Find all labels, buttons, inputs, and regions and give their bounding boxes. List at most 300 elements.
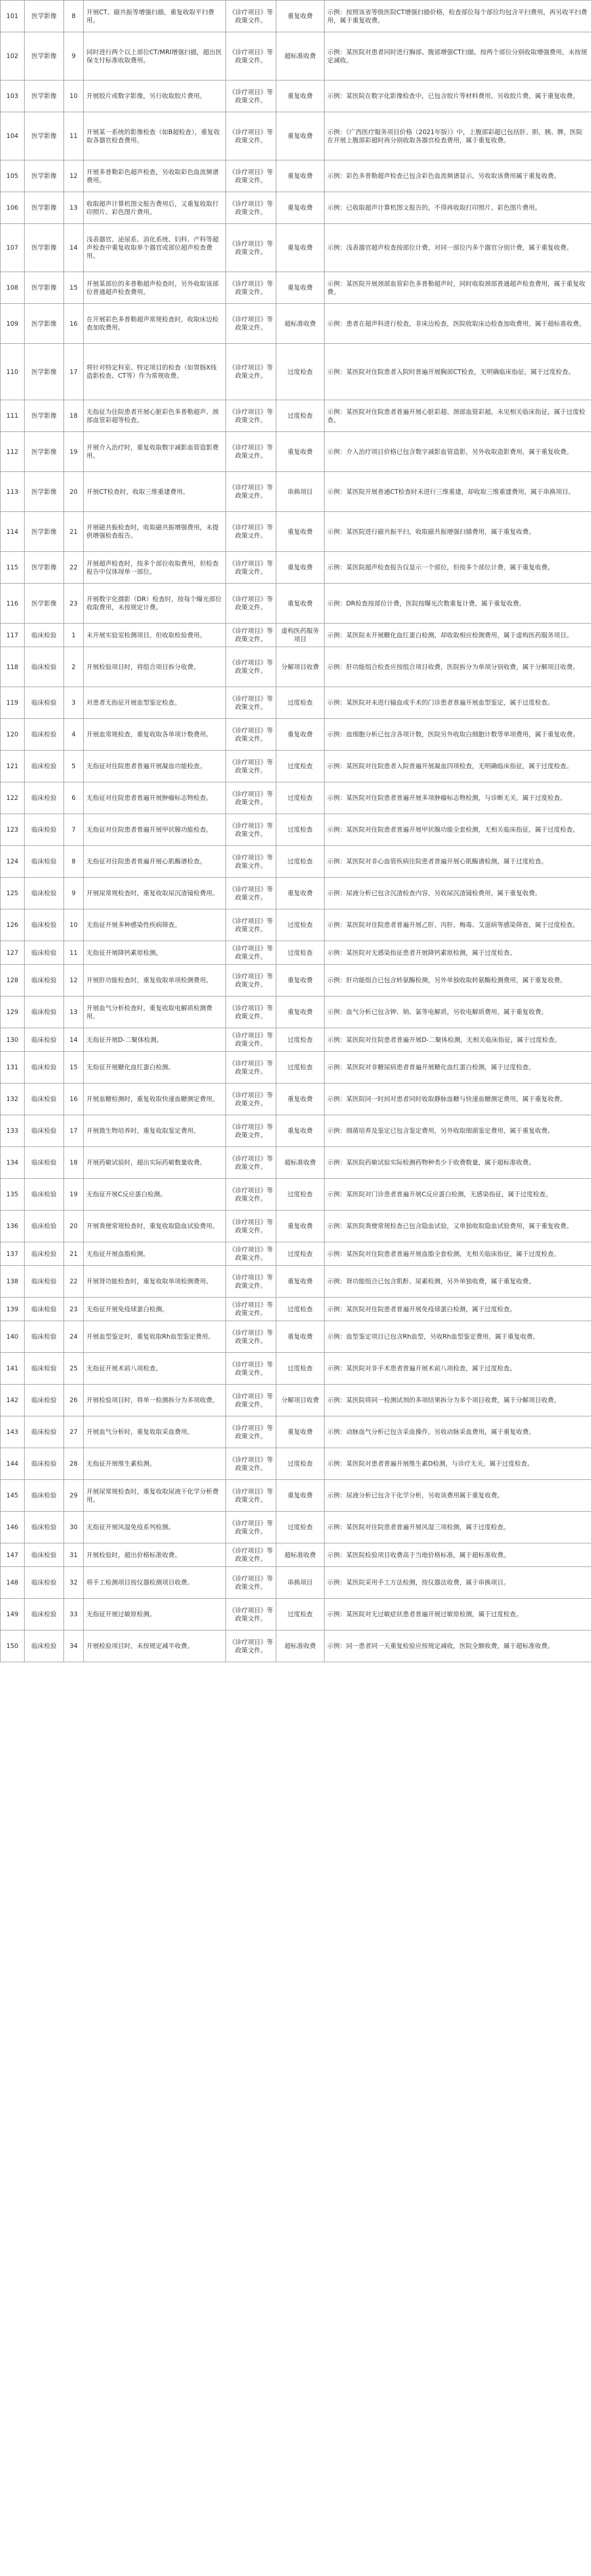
basis-cell: 《诊疗项目》等政策文件。 (226, 782, 276, 814)
row-number: 146 (1, 1512, 25, 1543)
violation-type-cell: 过度检查 (276, 344, 325, 400)
table-body (1, 1, 591, 1662)
sub-number: 8 (64, 1, 84, 32)
basis-cell: 《诊疗项目》等政策文件。 (226, 512, 276, 552)
table-row (1, 719, 591, 751)
sub-number: 20 (64, 1211, 84, 1242)
description-cell: 开展检验项目时，将单一检测拆分为多项收费。 (84, 1385, 226, 1416)
basis-cell: 《诊疗项目》等政策文件。 (226, 878, 276, 909)
table-row (1, 1, 591, 32)
table-row (1, 846, 591, 878)
description-cell: 在开展彩色多普勒超声常规检查时，收取床边检查加收费用。 (84, 304, 226, 344)
example-cell: 示例：肝功能组合已包含转氨酶检测，另外单独收取转氨酶检测费用，属于重复收费。 (325, 965, 591, 996)
table-row (1, 965, 591, 996)
category-cell: 临床检验 (25, 941, 64, 965)
row-number: 150 (1, 1630, 25, 1662)
table-row (1, 1298, 591, 1321)
category-cell: 医学影像 (25, 400, 64, 432)
description-cell: 开展多普勒彩色超声检查，另收取彩色血流频谱费用。 (84, 160, 226, 192)
table-row (1, 344, 591, 400)
example-cell: 示例：血型鉴定项目已包含Rh血型，另收Rh血型鉴定费用，属于重复收费。 (325, 1321, 591, 1353)
example-cell: 示例：某医院对门诊患者普遍开展C反应蛋白检测，无感染指征，属于过度检查。 (325, 1179, 591, 1211)
category-cell: 临床检验 (25, 782, 64, 814)
description-cell: 无指征开展降钙素原检测。 (84, 941, 226, 965)
sub-number: 14 (64, 1028, 84, 1052)
table-row (1, 1480, 591, 1512)
violation-type-cell: 串换项目 (276, 472, 325, 512)
table-row (1, 224, 591, 272)
violation-type-cell: 重复收费 (276, 719, 325, 751)
example-cell: 示例：某医院将同一检测试剂的多项结果拆分为多个项目收费，属于分解项目收费。 (325, 1385, 591, 1416)
category-cell: 临床检验 (25, 687, 64, 719)
basis-cell: 《诊疗项目》等政策文件。 (226, 1084, 276, 1115)
description-cell: 开展血气分析检查时，重复收取电解质检测费用。 (84, 996, 226, 1028)
description-cell: 开展血常规检查，重复收取各单项计数费用。 (84, 719, 226, 751)
table-row (1, 1416, 591, 1448)
sub-number: 10 (64, 909, 84, 941)
category-cell: 医学影像 (25, 224, 64, 272)
example-cell: 示例：某医院采用手工方法检测，按仪器法收费，属于串换项目。 (325, 1567, 591, 1599)
row-number: 113 (1, 472, 25, 512)
violation-type-cell: 超标准收费 (276, 1630, 325, 1662)
example-cell: 示例：肝功能组合检查应按组合项目收费，医院拆分为单项分别收费，属于分解项目收费。 (325, 647, 591, 687)
example-cell: 示例：某医院药敏试验实际检测药物种类少于收费数量，属于超标准收费。 (325, 1147, 591, 1179)
basis-cell: 《诊疗项目》等政策文件。 (226, 647, 276, 687)
example-cell: 示例：某医院对住院患者普遍开展风湿三项检测，属于过度检查。 (325, 1512, 591, 1543)
description-cell: 无指征开展免疫球蛋白检测。 (84, 1298, 226, 1321)
basis-cell: 《诊疗项目》等政策文件。 (226, 719, 276, 751)
category-cell: 临床检验 (25, 1448, 64, 1480)
sub-number: 15 (64, 272, 84, 304)
description-cell: 无指征开展血脂检测。 (84, 1242, 226, 1266)
row-number: 143 (1, 1416, 25, 1448)
basis-cell: 《诊疗项目》等政策文件。 (226, 1028, 276, 1052)
basis-cell: 《诊疗项目》等政策文件。 (226, 192, 276, 224)
sub-number: 13 (64, 192, 84, 224)
violation-type-cell: 重复收费 (276, 80, 325, 112)
description-cell: 开展尿常规检查时，重复收取尿液干化学分析费用。 (84, 1480, 226, 1512)
row-number: 149 (1, 1599, 25, 1630)
row-number: 107 (1, 224, 25, 272)
example-cell: 示例：同一患者同一天重复检验应按规定减收，医院全额收费，属于超标准收费。 (325, 1630, 591, 1662)
basis-cell: 《诊疗项目》等政策文件。 (226, 400, 276, 432)
sub-number: 11 (64, 941, 84, 965)
table-row (1, 512, 591, 552)
description-cell: 无指征为住院患者开展心脏彩色多普勒超声、颈部血管彩超等检查。 (84, 400, 226, 432)
row-number: 135 (1, 1179, 25, 1211)
table-row (1, 814, 591, 846)
category-cell: 医学影像 (25, 552, 64, 584)
violation-type-cell: 重复收费 (276, 224, 325, 272)
category-cell: 医学影像 (25, 344, 64, 400)
example-cell: 示例：某医院对住院患者入院普遍开展凝血四项检查，无明确临床指征，属于过度检查。 (325, 751, 591, 782)
description-cell: 开展血糖检测时，重复收取快速血糖测定费用。 (84, 1084, 226, 1115)
table-row (1, 1385, 591, 1416)
description-cell: 开展CT检查时，收取三维重建费用。 (84, 472, 226, 512)
table-row (1, 878, 591, 909)
basis-cell: 《诊疗项目》等政策文件。 (226, 1543, 276, 1567)
category-cell: 临床检验 (25, 1599, 64, 1630)
sub-number: 23 (64, 584, 84, 624)
basis-cell: 《诊疗项目》等政策文件。 (226, 1, 276, 32)
category-cell: 临床检验 (25, 1084, 64, 1115)
category-cell: 临床检验 (25, 1147, 64, 1179)
sub-number: 8 (64, 846, 84, 878)
example-cell: 示例：某医院对未进行输血或手术的门诊患者普遍开展血型鉴定，属于过度检查。 (325, 687, 591, 719)
row-number: 111 (1, 400, 25, 432)
row-number: 138 (1, 1266, 25, 1298)
description-cell: 开展药敏试验时，超出实际药敏数量收费。 (84, 1147, 226, 1179)
row-number: 114 (1, 512, 25, 552)
category-cell: 临床检验 (25, 878, 64, 909)
sub-number: 24 (64, 1321, 84, 1353)
example-cell: 示例：某医院同一时间对患者同时收取静脉血糖与快速血糖测定费用，属于重复收费。 (325, 1084, 591, 1115)
category-cell: 医学影像 (25, 272, 64, 304)
violation-type-cell: 重复收费 (276, 160, 325, 192)
category-cell: 临床检验 (25, 1353, 64, 1385)
category-cell: 临床检验 (25, 1052, 64, 1084)
row-number: 122 (1, 782, 25, 814)
description-cell: 将手工检测项目按仪器检测项目收费。 (84, 1567, 226, 1599)
basis-cell: 《诊疗项目》等政策文件。 (226, 1266, 276, 1298)
category-cell: 临床检验 (25, 1242, 64, 1266)
example-cell: 示例：某医院超声检查报告仅显示一个部位，但按多个部位计费，属于重复收费。 (325, 552, 591, 584)
basis-cell: 《诊疗项目》等政策文件。 (226, 1147, 276, 1179)
category-cell: 医学影像 (25, 192, 64, 224)
basis-cell: 《诊疗项目》等政策文件。 (226, 624, 276, 647)
sub-number: 21 (64, 512, 84, 552)
violation-type-cell: 过度检查 (276, 846, 325, 878)
description-cell: 无指征对住院患者普遍开展甲状腺功能检查。 (84, 814, 226, 846)
basis-cell: 《诊疗项目》等政策文件。 (226, 1567, 276, 1599)
row-number: 110 (1, 344, 25, 400)
row-number: 142 (1, 1385, 25, 1416)
description-cell: 开展胶片或数字影像，另行收取胶片费用。 (84, 80, 226, 112)
violation-type-cell: 过度检查 (276, 1353, 325, 1385)
table-row (1, 1084, 591, 1115)
row-number: 132 (1, 1084, 25, 1115)
category-cell: 临床检验 (25, 814, 64, 846)
row-number: 140 (1, 1321, 25, 1353)
sub-number: 9 (64, 32, 84, 80)
table-row (1, 624, 591, 647)
description-cell: 收取超声计算机图文报告费用后，又重复收取打印照片、彩色图片费用。 (84, 192, 226, 224)
sub-number: 10 (64, 80, 84, 112)
violation-type-cell: 过度检查 (276, 1298, 325, 1321)
sub-number: 1 (64, 624, 84, 647)
basis-cell: 《诊疗项目》等政策文件。 (226, 224, 276, 272)
category-cell: 临床检验 (25, 647, 64, 687)
sub-number: 19 (64, 1179, 84, 1211)
violation-type-cell: 过度检查 (276, 814, 325, 846)
description-cell: 开展检验项目时，将组合项目拆分收费。 (84, 647, 226, 687)
basis-cell: 《诊疗项目》等政策文件。 (226, 996, 276, 1028)
basis-cell: 《诊疗项目》等政策文件。 (226, 1512, 276, 1543)
table-row (1, 192, 591, 224)
description-cell: 无指征对住院患者普遍开展心肌酶谱检查。 (84, 846, 226, 878)
table-row (1, 1630, 591, 1662)
description-cell: 无指征开展过敏原检测。 (84, 1599, 226, 1630)
violation-type-cell: 过度检查 (276, 941, 325, 965)
sub-number: 17 (64, 1115, 84, 1147)
sub-number: 27 (64, 1416, 84, 1448)
description-cell: 浅表器官、泌尿系、消化系统、妇科、产科等超声检查中重复收取单个器官或部位超声检查费用。 (84, 224, 226, 272)
basis-cell: 《诊疗项目》等政策文件。 (226, 909, 276, 941)
row-number: 120 (1, 719, 25, 751)
basis-cell: 《诊疗项目》等政策文件。 (226, 1630, 276, 1662)
row-number: 130 (1, 1028, 25, 1052)
row-number: 127 (1, 941, 25, 965)
violation-type-cell: 重复收费 (276, 552, 325, 584)
category-cell: 临床检验 (25, 909, 64, 941)
example-cell: 示例：某医院对住院患者普遍开展血脂全套检测，无相关临床指征，属于过度检查。 (325, 1242, 591, 1266)
table-row (1, 1543, 591, 1567)
violation-type-cell: 超标准收费 (276, 32, 325, 80)
row-number: 103 (1, 80, 25, 112)
example-cell: 示例：某医院开展普通CT检查时未进行三维重建，却收取三维重建费用，属于串换项目。 (325, 472, 591, 512)
sub-number: 19 (64, 432, 84, 472)
example-cell: 示例：某医院对非心血管疾病住院患者普遍开展心肌酶谱检测，属于过度检查。 (325, 846, 591, 878)
basis-cell: 《诊疗项目》等政策文件。 (226, 1211, 276, 1242)
basis-cell: 《诊疗项目》等政策文件。 (226, 584, 276, 624)
sub-number: 15 (64, 1052, 84, 1084)
description-cell: 无指征开展术前八项检查。 (84, 1353, 226, 1385)
sub-number: 17 (64, 344, 84, 400)
description-cell: 无指征开展C反应蛋白检测。 (84, 1179, 226, 1211)
row-number: 119 (1, 687, 25, 719)
sub-number: 20 (64, 472, 84, 512)
row-number: 117 (1, 624, 25, 647)
sub-number: 31 (64, 1543, 84, 1567)
example-cell: 示例：某医院对住院患者普遍开展多项肿瘤标志物检测，与诊断无关，属于过度检查。 (325, 782, 591, 814)
description-cell: 开展血型鉴定时，重复收取Rh血型鉴定费用。 (84, 1321, 226, 1353)
category-cell: 临床检验 (25, 1211, 64, 1242)
violation-type-cell: 重复收费 (276, 1266, 325, 1298)
basis-cell: 《诊疗项目》等政策文件。 (226, 472, 276, 512)
table-row (1, 584, 591, 624)
description-cell: 开展数字化摄影（DR）检查时，按每个曝光部位收取费用，未按规定计费。 (84, 584, 226, 624)
row-number: 134 (1, 1147, 25, 1179)
violation-type-cell: 串换项目 (276, 1567, 325, 1599)
basis-cell: 《诊疗项目》等政策文件。 (226, 552, 276, 584)
row-number: 128 (1, 965, 25, 996)
violation-type-cell: 重复收费 (276, 1480, 325, 1512)
description-cell: 开展CT、磁共振等增强扫描，重复收取平扫费用。 (84, 1, 226, 32)
row-number: 147 (1, 1543, 25, 1567)
example-cell: 示例：某医院对住院患者普遍开展免疫球蛋白检测，属于过度检查。 (325, 1298, 591, 1321)
example-cell: 示例：某医院对住院患者普遍开展D-二聚体检测，无相关临床指征，属于过度检查。 (325, 1028, 591, 1052)
description-cell: 开展某一系统的影像检查（如B超检查），重复收取各器官检查费用。 (84, 112, 226, 160)
basis-cell: 《诊疗项目》等政策文件。 (226, 1448, 276, 1480)
basis-cell: 《诊疗项目》等政策文件。 (226, 1385, 276, 1416)
example-cell: 示例：某医院对住院患者普遍开展甲状腺功能全套检测，无相关临床指征，属于过度检查。 (325, 814, 591, 846)
row-number: 108 (1, 272, 25, 304)
category-cell: 临床检验 (25, 996, 64, 1028)
example-cell: 示例：肾功能组合已包含肌酐、尿素检测，另外单独收费，属于重复收费。 (325, 1266, 591, 1298)
violation-type-cell: 重复收费 (276, 1, 325, 32)
table-row (1, 1179, 591, 1211)
category-cell: 临床检验 (25, 1385, 64, 1416)
description-cell: 无指征开展维生素检测。 (84, 1448, 226, 1480)
row-number: 112 (1, 432, 25, 472)
sub-number: 16 (64, 304, 84, 344)
violation-type-cell: 过度检查 (276, 400, 325, 432)
description-cell: 开展微生物培养时，重复收取鉴定费用。 (84, 1115, 226, 1147)
table-row (1, 552, 591, 584)
violation-type-cell: 分解项目收费 (276, 1385, 325, 1416)
category-cell: 临床检验 (25, 1298, 64, 1321)
sub-number: 32 (64, 1567, 84, 1599)
basis-cell: 《诊疗项目》等政策文件。 (226, 80, 276, 112)
violation-type-cell: 重复收费 (276, 965, 325, 996)
category-cell: 医学影像 (25, 160, 64, 192)
description-cell: 无指征对住院患者普遍开展肿瘤标志物检查。 (84, 782, 226, 814)
example-cell: 示例：某医院对非手术患者普遍开展术前八项检查，属于过度检查。 (325, 1353, 591, 1385)
description-cell: 无指征开展糖化血红蛋白检测。 (84, 1052, 226, 1084)
table-row (1, 1028, 591, 1052)
basis-cell: 《诊疗项目》等政策文件。 (226, 1179, 276, 1211)
sub-number: 34 (64, 1630, 84, 1662)
sub-number: 26 (64, 1385, 84, 1416)
sub-number: 28 (64, 1448, 84, 1480)
row-number: 148 (1, 1567, 25, 1599)
category-cell: 临床检验 (25, 1512, 64, 1543)
basis-cell: 《诊疗项目》等政策文件。 (226, 1242, 276, 1266)
sub-number: 13 (64, 996, 84, 1028)
table-row (1, 687, 591, 719)
table-row (1, 909, 591, 941)
basis-cell: 《诊疗项目》等政策文件。 (226, 272, 276, 304)
row-number: 105 (1, 160, 25, 192)
sub-number: 30 (64, 1512, 84, 1543)
table-row (1, 32, 591, 80)
violation-type-cell: 重复收费 (276, 1115, 325, 1147)
basis-cell: 《诊疗项目》等政策文件。 (226, 304, 276, 344)
row-number: 115 (1, 552, 25, 584)
sub-number: 16 (64, 1084, 84, 1115)
table-row (1, 1567, 591, 1599)
violation-type-cell: 过度检查 (276, 1512, 325, 1543)
basis-cell: 《诊疗项目》等政策文件。 (226, 1115, 276, 1147)
example-cell: 示例：某医院对住院患者普遍开展乙肝、丙肝、梅毒、艾滋病等感染筛查，属于过度检查。 (325, 909, 591, 941)
example-cell: 示例：某医院对患者普遍开展维生素D检测，与诊疗无关，属于过度检查。 (325, 1448, 591, 1480)
basis-cell: 《诊疗项目》等政策文件。 (226, 965, 276, 996)
example-cell: 示例：血细胞分析已包含各项计数，医院另外收取白细胞计数等单项费用，属于重复收费。 (325, 719, 591, 751)
violation-type-cell: 过度检查 (276, 1448, 325, 1480)
basis-cell: 《诊疗项目》等政策文件。 (226, 814, 276, 846)
example-cell: 示例：浅表器官超声检查按部位计费，对同一部位内多个器官分别计费，属于重复收费。 (325, 224, 591, 272)
example-cell: 示例：某医院粪便常规检查已包含隐血试验，又单独收取隐血试验费用，属于重复收费。 (325, 1211, 591, 1242)
table-row (1, 1448, 591, 1480)
sub-number: 33 (64, 1599, 84, 1630)
description-cell: 开展磁共振检查时，收取磁共振增强费用，未提供增强检查报告。 (84, 512, 226, 552)
violation-type-cell: 过度检查 (276, 1028, 325, 1052)
basis-cell: 《诊疗项目》等政策文件。 (226, 941, 276, 965)
table-row (1, 941, 591, 965)
example-cell: 示例：某医院开展颈部血管彩色多普勒超声时，同时收取颈部普通超声检查费用，属于重复收费。 (325, 272, 591, 304)
description-cell: 开展肾功能检查时，重复收取单项检测费用。 (84, 1266, 226, 1298)
category-cell: 临床检验 (25, 1321, 64, 1353)
basis-cell: 《诊疗项目》等政策文件。 (226, 1298, 276, 1321)
example-cell: 示例：血气分析已包含钾、钠、氯等电解质，另收电解质费用，属于重复收费。 (325, 996, 591, 1028)
description-cell: 开展粪便常规检查时，重复收取隐血试验费用。 (84, 1211, 226, 1242)
row-number: 144 (1, 1448, 25, 1480)
table-row (1, 1321, 591, 1353)
violation-type-cell: 重复收费 (276, 112, 325, 160)
basis-cell: 《诊疗项目》等政策文件。 (226, 687, 276, 719)
category-cell: 医学影像 (25, 472, 64, 512)
table-row (1, 1147, 591, 1179)
row-number: 139 (1, 1298, 25, 1321)
row-number: 124 (1, 846, 25, 878)
description-cell: 开展肝功能检查时，重复收取单项检测费用。 (84, 965, 226, 996)
violation-type-cell: 过度检查 (276, 687, 325, 719)
violation-type-cell: 超标准收费 (276, 304, 325, 344)
sub-number: 18 (64, 400, 84, 432)
violation-type-cell: 过度检查 (276, 751, 325, 782)
violation-type-cell: 过度检查 (276, 1599, 325, 1630)
example-cell: 示例：某医院对住院患者入院时普遍开展胸部CT检查，无明确临床指征，属于过度检查。 (325, 344, 591, 400)
example-cell: 示例：某医院对无感染指征患者开展降钙素原检测，属于过度检查。 (325, 941, 591, 965)
violation-type-cell: 重复收费 (276, 432, 325, 472)
table-row (1, 996, 591, 1028)
sub-number: 12 (64, 160, 84, 192)
table-row (1, 432, 591, 472)
table-row (1, 751, 591, 782)
violation-type-cell: 分解项目收费 (276, 647, 325, 687)
table-row (1, 304, 591, 344)
example-cell: 示例：彩色多普勒超声检查已包含彩色血流频谱显示，另收取该费用属于重复收费。 (325, 160, 591, 192)
example-cell: 示例：DR检查按部位计费，医院按曝光次数重复计费，属于重复收费。 (325, 584, 591, 624)
example-cell: 示例：介入治疗项目价格已包含数字减影血管造影，另外收取造影费用，属于重复收费。 (325, 432, 591, 472)
table-row (1, 472, 591, 512)
sub-number: 12 (64, 965, 84, 996)
row-number: 104 (1, 112, 25, 160)
violation-type-cell: 超标准收费 (276, 1543, 325, 1567)
table-row (1, 112, 591, 160)
category-cell: 临床检验 (25, 1543, 64, 1567)
description-cell: 无指征对住院患者普遍开展凝血功能检查。 (84, 751, 226, 782)
basis-cell: 《诊疗项目》等政策文件。 (226, 32, 276, 80)
row-number: 123 (1, 814, 25, 846)
row-number: 116 (1, 584, 25, 624)
violation-type-cell: 过度检查 (276, 909, 325, 941)
example-cell: 示例：已收取超声计算机图文报告的，不得再收取打印照片、彩色图片费用。 (325, 192, 591, 224)
category-cell: 临床检验 (25, 719, 64, 751)
basis-cell: 《诊疗项目》等政策文件。 (226, 160, 276, 192)
category-cell: 医学影像 (25, 584, 64, 624)
table-row (1, 782, 591, 814)
basis-cell: 《诊疗项目》等政策文件。 (226, 1321, 276, 1353)
table-row (1, 1512, 591, 1543)
example-cell: 示例：《广西医疗服务项目价格（2021年版）》中，上腹部彩超已包括肝、胆、胰、脾，医院在开展上腹部彩超时再分别收取各器官检查费用，属于重复收费。 (325, 112, 591, 160)
violation-type-cell: 重复收费 (276, 512, 325, 552)
row-number: 133 (1, 1115, 25, 1147)
row-number: 136 (1, 1211, 25, 1242)
sub-number: 6 (64, 782, 84, 814)
sub-number: 18 (64, 1147, 84, 1179)
row-number: 106 (1, 192, 25, 224)
table-row (1, 1353, 591, 1385)
basis-cell: 《诊疗项目》等政策文件。 (226, 1416, 276, 1448)
description-cell: 将针对特定科室、特定项目的检查（如胃肠X线造影检查、CT等）作为常规收费。 (84, 344, 226, 400)
category-cell: 临床检验 (25, 1179, 64, 1211)
table-row (1, 1599, 591, 1630)
sub-number: 3 (64, 687, 84, 719)
row-number: 102 (1, 32, 25, 80)
row-number: 118 (1, 647, 25, 687)
sub-number: 22 (64, 1266, 84, 1298)
